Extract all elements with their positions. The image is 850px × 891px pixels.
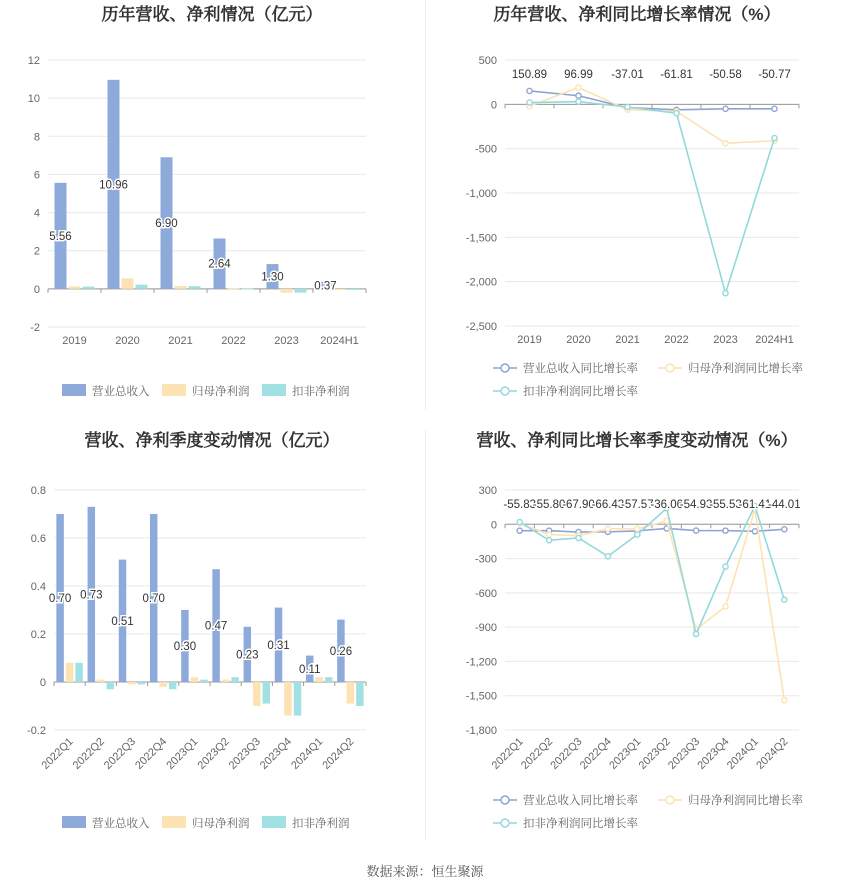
panel-divider: [425, 430, 426, 840]
bar-扣非净利润: [263, 682, 270, 704]
x-tick-label: 2022Q4: [577, 735, 615, 772]
bar-扣非净利润: [295, 289, 307, 293]
y-tick-label: -1,200: [465, 656, 497, 669]
data-source: 数据来源：恒生聚源: [366, 864, 484, 879]
legend-label: 扣非净利润同比增长率: [523, 818, 638, 830]
x-tick-label: 2023Q2: [636, 735, 673, 772]
x-tick-label: 2021: [615, 334, 640, 346]
x-tick-label: 2022Q4: [133, 735, 170, 772]
data-label: 0.70: [142, 593, 165, 605]
data-label: 96.99: [564, 69, 593, 81]
legend-label: 营业总收入同比增长率: [523, 363, 638, 375]
point-归母净利润同比增长率: [782, 698, 787, 703]
y-tick-label: 300: [478, 485, 497, 497]
bar-归母净利润: [253, 682, 260, 706]
chart-title: 历年营收、净利同比增长率情况（%）: [493, 5, 781, 24]
x-tick-label: 2020: [115, 335, 140, 347]
x-tick-label: 2022: [221, 335, 246, 347]
point-扣非净利润同比增长率: [517, 519, 522, 524]
legend-label: 归母净利润同比增长率: [688, 363, 803, 375]
panel-divider: [425, 0, 426, 410]
point-归母净利润同比增长率: [605, 526, 610, 531]
bar-归母净利润: [228, 288, 240, 289]
data-label: 0.47: [204, 620, 228, 633]
x-tick-label: 2023Q1: [164, 735, 201, 772]
point-扣非净利润同比增长率: [625, 104, 630, 109]
y-tick-label: -500: [474, 143, 497, 156]
chart-annual: [0, 0, 425, 430]
panel-annual: [0, 0, 425, 430]
data-label: -55.83: [503, 499, 537, 511]
y-tick-label: -900: [474, 622, 497, 635]
data-label: 6.90: [155, 218, 178, 231]
y-tick-label: 500: [478, 55, 497, 67]
x-tick-label: 2023Q1: [607, 735, 644, 772]
legend-marker: [501, 364, 509, 372]
data-label: -67.90: [562, 499, 595, 511]
bar-归母净利润: [175, 286, 187, 289]
bar-归母净利润: [66, 663, 73, 682]
bar-扣非净利润: [83, 287, 95, 289]
bar-扣非净利润: [231, 677, 238, 682]
y-tick-label: -300: [474, 553, 497, 566]
x-tick-label: 2024H1: [755, 334, 794, 346]
line-归母净利润同比增长率: [520, 509, 785, 700]
data-label: 0.30: [173, 641, 197, 653]
data-label: 10.96: [99, 179, 128, 192]
data-label: -50.77: [758, 69, 791, 81]
x-tick-label: 2023Q2: [195, 735, 232, 772]
line-扣非净利润同比增长率: [530, 102, 775, 294]
x-tick-label: 2022Q3: [101, 735, 139, 772]
y-tick-label: -0.2: [27, 725, 46, 737]
data-label: 0.70: [48, 593, 72, 605]
x-tick-label: 2022: [664, 334, 689, 346]
y-tick-label: -2,000: [465, 276, 497, 289]
legend-label: 扣非净利润: [292, 818, 350, 830]
legend-marker: [501, 819, 509, 827]
x-tick-label: 2019: [517, 334, 542, 346]
x-tick-label: 2023Q3: [666, 735, 703, 772]
y-tick-label: -1,000: [465, 188, 497, 200]
point-营业总收入同比增长率: [723, 106, 728, 111]
point-归母净利润同比增长率: [547, 532, 552, 537]
point-营业总收入同比增长率: [576, 93, 581, 98]
bar-扣非净利润: [136, 285, 148, 289]
bar-扣非净利润: [348, 289, 360, 290]
x-tick-label: 2024H1: [320, 335, 359, 347]
point-营业总收入同比增长率: [782, 527, 787, 532]
y-tick-label: 2: [33, 245, 40, 258]
legend-label: 扣非净利润: [292, 386, 350, 398]
bar-归母净利润: [347, 682, 354, 704]
x-tick-label: 2022Q1: [489, 735, 526, 772]
bar-归母净利润: [281, 289, 293, 293]
legend-swatch: [162, 384, 186, 396]
chart-quarterly: [0, 430, 425, 860]
y-tick-label: 10: [27, 93, 40, 106]
legend-marker: [666, 796, 674, 804]
y-tick-label: -600: [474, 587, 497, 600]
legend-swatch: [62, 384, 86, 396]
bar-扣非净利润: [107, 682, 114, 689]
bar-归母净利润: [191, 677, 198, 682]
data-label: -61.41: [738, 499, 772, 511]
bar-归母净利润: [315, 677, 322, 682]
bar-扣非净利润: [75, 663, 82, 682]
data-label: -57.57: [620, 499, 654, 511]
legend-swatch: [162, 816, 186, 828]
bar-扣非净利润: [294, 682, 301, 716]
data-label: 0.31: [267, 639, 290, 652]
point-营业总收入同比增长率: [723, 528, 728, 533]
bar-归母净利润: [284, 682, 291, 716]
x-tick-label: 2021: [168, 335, 193, 347]
legend-label: 归母净利润: [192, 818, 250, 830]
point-营业总收入同比增长率: [694, 528, 699, 533]
y-tick-label: 0: [490, 519, 497, 532]
bar-扣非净利润: [169, 682, 176, 689]
point-归母净利润同比增长率: [576, 85, 581, 90]
point-扣非净利润同比增长率: [605, 554, 610, 559]
data-label: 5.56: [49, 230, 72, 243]
x-tick-label: 2022Q3: [548, 735, 585, 772]
chart-title: 历年营收、净利情况（亿元）: [101, 5, 323, 24]
legend-marker: [666, 364, 674, 372]
y-tick-label: 0.2: [30, 629, 46, 641]
y-tick-label: 8: [33, 131, 40, 144]
bar-归母净利润: [97, 680, 104, 682]
x-tick-label: 2023Q4: [257, 735, 295, 772]
data-label: 0.23: [236, 649, 259, 662]
y-tick-label: 6: [33, 169, 40, 182]
legend-swatch: [262, 384, 286, 396]
point-扣非净利润同比增长率: [782, 597, 787, 602]
x-tick-label: 2023: [274, 335, 299, 347]
y-tick-label: -1,800: [465, 725, 497, 737]
bar-扣非净利润: [325, 677, 332, 682]
point-营业总收入同比增长率: [527, 88, 532, 93]
point-扣非净利润同比增长率: [723, 564, 728, 569]
chart-annual-growth: [425, 0, 850, 430]
data-label: -37.01: [611, 69, 644, 81]
point-扣非净利润同比增长率: [635, 532, 640, 537]
x-tick-label: 2024Q1: [724, 735, 762, 772]
bar-归母净利润: [69, 286, 81, 288]
data-label: -54.93: [679, 499, 713, 511]
point-营业总收入同比增长率: [517, 528, 522, 533]
y-tick-label: 0: [33, 283, 40, 296]
point-扣非净利润同比增长率: [723, 291, 728, 296]
point-扣非净利润同比增长率: [772, 135, 777, 140]
data-label: 1.30: [261, 271, 284, 284]
chart-title: 营收、净利同比增长率季度变动情况（%）: [476, 431, 798, 450]
bar-归母净利润: [122, 278, 134, 288]
line-归母净利润同比增长率: [530, 87, 775, 143]
legend-swatch: [262, 816, 286, 828]
legend-label: 归母净利润: [192, 386, 250, 398]
legend-marker: [501, 796, 509, 804]
panel-quarterly: [0, 430, 425, 860]
x-tick-label: 2024Q2: [754, 735, 791, 772]
data-label: 0.26: [329, 645, 353, 658]
bar-归母净利润: [159, 682, 166, 687]
point-扣非净利润同比增长率: [694, 631, 699, 636]
point-归母净利润同比增长率: [723, 604, 728, 609]
legend-marker: [501, 387, 509, 395]
y-tick-label: 0.6: [30, 533, 46, 545]
y-tick-label: 0.8: [30, 485, 46, 497]
data-label: -66.43: [591, 499, 625, 511]
x-tick-label: 2022Q1: [39, 735, 76, 772]
data-label: 150.89: [511, 69, 548, 81]
legend-label: 营业总收入同比增长率: [523, 795, 638, 807]
data-label: -55.53: [709, 499, 742, 511]
data-label: 0.11: [298, 663, 321, 676]
legend-swatch: [62, 816, 86, 828]
point-扣非净利润同比增长率: [547, 538, 552, 543]
chart-title: 营收、净利季度变动情况（亿元）: [84, 431, 340, 450]
point-扣非净利润同比增长率: [576, 535, 581, 540]
bar-扣非净利润: [356, 682, 363, 706]
x-tick-label: 2024Q1: [289, 735, 326, 772]
point-归母净利润同比增长率: [635, 526, 640, 531]
x-tick-label: 2024Q2: [320, 735, 357, 772]
data-label: -61.81: [660, 69, 693, 81]
panel-annual-growth: [425, 0, 850, 430]
data-label: 0.37: [314, 280, 337, 293]
legend-label: 归母净利润同比增长率: [688, 795, 803, 807]
bar-扣非净利润: [200, 680, 207, 682]
legend-label: 营业总收入: [92, 818, 150, 830]
legend-label: 营业总收入: [92, 386, 150, 398]
y-tick-label: -1,500: [465, 232, 497, 245]
bar-归母净利润: [128, 682, 135, 684]
data-label: -55.80: [532, 499, 566, 511]
bar-扣非净利润: [138, 682, 145, 684]
bar-扣非净利润: [189, 286, 201, 289]
y-tick-label: 4: [33, 207, 40, 220]
legend-label: 扣非净利润同比增长率: [523, 386, 638, 398]
point-营业总收入同比增长率: [772, 106, 777, 111]
point-营业总收入同比增长率: [752, 529, 757, 534]
data-label: 0.73: [80, 589, 103, 602]
y-tick-label: 0: [490, 99, 497, 112]
x-tick-label: 2022Q2: [70, 735, 107, 772]
y-tick-label: 0: [39, 677, 46, 689]
x-tick-label: 2020: [566, 334, 591, 346]
chart-quarterly-growth: [425, 430, 850, 860]
panel-quarterly-growth: [425, 430, 850, 860]
x-tick-label: 2023Q3: [226, 735, 263, 772]
bar-归母净利润: [222, 680, 229, 682]
data-label: -50.58: [709, 69, 742, 81]
x-tick-label: 2023Q4: [695, 735, 732, 772]
data-label: 0.51: [111, 615, 134, 628]
data-label: 2.64: [208, 258, 231, 271]
x-tick-label: 2019: [62, 335, 87, 347]
point-扣非净利润同比增长率: [674, 111, 679, 116]
point-扣非净利润同比增长率: [576, 99, 581, 104]
data-label: -44.01: [767, 499, 801, 511]
y-tick-label: -2,500: [465, 321, 497, 333]
y-tick-label: -1,500: [465, 690, 497, 703]
x-tick-label: 2023: [713, 334, 738, 346]
y-tick-label: -2: [30, 322, 40, 334]
point-扣非净利润同比增长率: [527, 100, 532, 105]
point-归母净利润同比增长率: [723, 141, 728, 146]
y-tick-label: 0.4: [30, 581, 46, 593]
bar-扣非净利润: [242, 288, 254, 289]
data-label: -36.06: [650, 499, 684, 511]
x-tick-label: 2022Q2: [519, 735, 556, 772]
y-tick-label: 12: [27, 55, 40, 67]
